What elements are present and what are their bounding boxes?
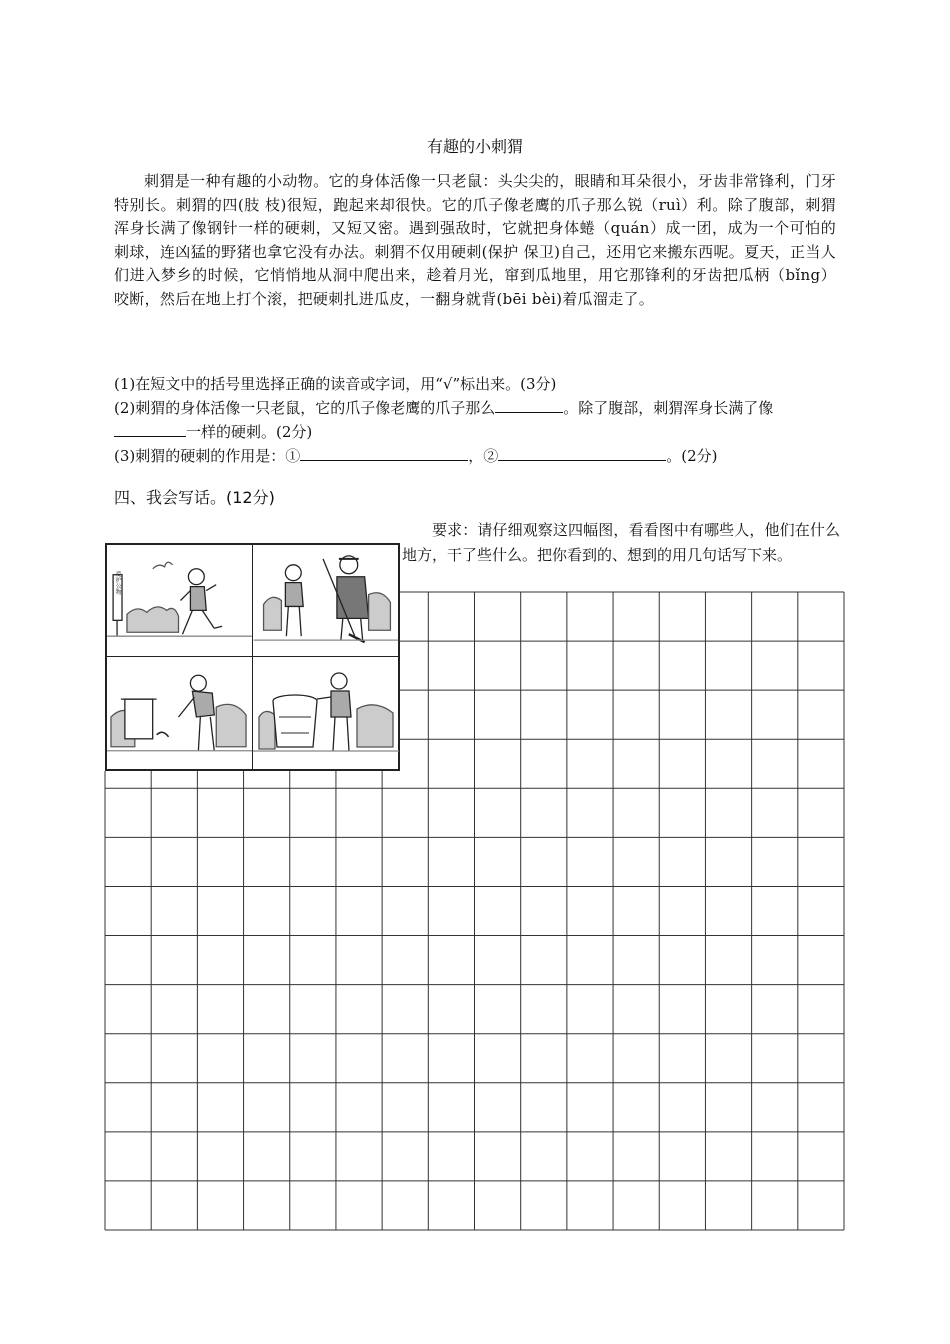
question-3: (3)刺猬的硬刺的作用是：① ，② 。(2分) [114, 447, 718, 465]
question-1: (1)在短文中的括号里选择正确的读音或字词，用“√”标出来。(3分) [114, 375, 557, 393]
passage-title: 有趣的小刺猬 [426, 137, 523, 156]
sign-text: 爱护公物 [114, 570, 122, 595]
writing-requirement: 要求：请仔细观察这四幅图，看看图中有哪些人，他们在什么地方，干了些什么。把你看到的、想到的用几句话写下来。 [402, 521, 840, 564]
reading-passage [114, 170, 836, 311]
answer-blank[interactable] [498, 445, 666, 461]
picture-panel [105, 543, 400, 771]
picture-man-sweeping [253, 545, 399, 657]
picture-boy-kicking [107, 545, 253, 657]
passage-text: 刺猬是一种有趣的小动物。它的身体活像一只老鼠：头尖尖的，眼睛和耳朵很小，牙齿非常锋利，门牙特别长。刺猬的四(肢 枝)很短，跑起来却很快。它的爪子像老鹰的爪子那么锐（ruì）利。除了腹部，刺猬浑身长满了像钢针一样的硬刺，又短又密。遇到强敌时，它就把身体蜷（quán）成一团，成为一个可怕的刺球，连凶猛的野猪也拿它没有办法。刺猬不仅用硬刺(保护 保卫)自己，还用它来搬东西呢。夏天，正当人们进入梦乡的时候，它悄悄地从洞中爬出来，趁着月光，窜到瓜地里，用它那锋利的牙齿把瓜柄（bǐng）咬断，然后在地上打个滚，把硬刺扎进瓜皮，一翻身就背(bēi bèi)着瓜溜走了。 [114, 172, 836, 308]
section-heading: 四、我会写话。(12分) [114, 488, 275, 507]
answer-blank[interactable] [495, 397, 563, 413]
picture-boy-at-bin [253, 657, 399, 769]
answer-blank[interactable] [114, 421, 186, 437]
answer-blank[interactable] [300, 445, 468, 461]
questions-block [114, 372, 844, 468]
picture-boy-picking-up [107, 657, 253, 769]
question-2: (2)刺猬的身体活像一只老鼠，它的爪子像老鹰的爪子那么 。除了腹部，刺猬浑身长满了像一样的硬刺。(2分) [114, 399, 774, 441]
